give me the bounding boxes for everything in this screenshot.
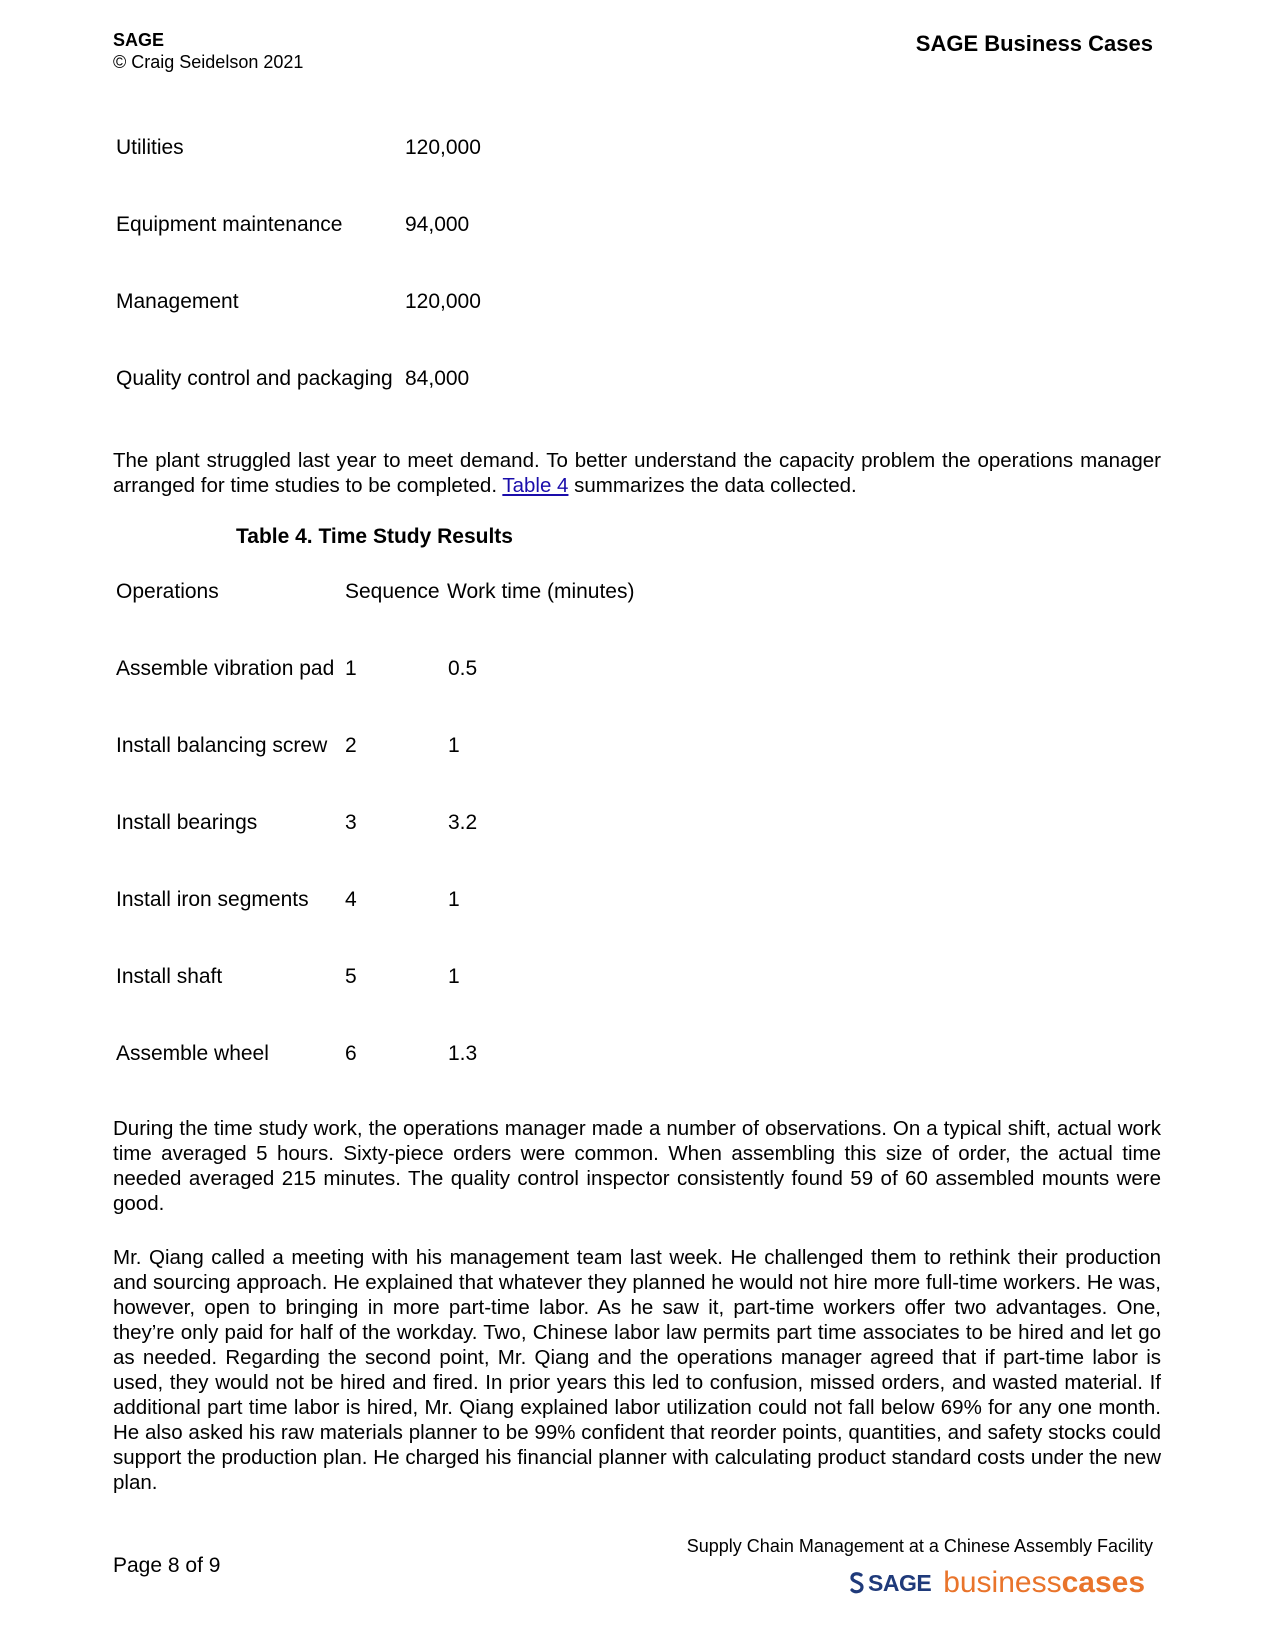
operation-cell: Install balancing screw	[116, 734, 328, 757]
logo-sage-text: SAGE	[868, 1569, 932, 1596]
header-series-title: SAGE Business Cases	[915, 31, 1153, 56]
table-4-link[interactable]: Table 4	[502, 474, 569, 497]
cost-label: Utilities	[116, 136, 184, 159]
cost-label: Equipment maintenance	[116, 213, 343, 236]
column-header-sequence: Sequence	[345, 580, 440, 603]
cost-amount: 84,000	[405, 367, 470, 390]
sequence-cell: 5	[345, 965, 357, 988]
header-brand: SAGE	[113, 30, 165, 50]
work-time-cell: 1	[448, 888, 460, 911]
table-4-caption: Table 4. Time Study Results	[236, 525, 513, 548]
footer-case-title: Supply Chain Management at a Chinese Assembly Facility	[686, 1536, 1153, 1556]
sequence-cell: 3	[345, 811, 357, 834]
paragraph-text: summarizes the data collected.	[568, 474, 857, 497]
sequence-cell: 4	[345, 888, 357, 911]
column-header-work-time: Work time (minutes)	[447, 580, 635, 603]
cost-amount: 94,000	[405, 213, 470, 236]
cost-label: Management	[116, 290, 239, 313]
work-time-cell: 1.3	[448, 1042, 478, 1065]
sage-business-cases-logo	[848, 1566, 1145, 1600]
sequence-cell: 6	[345, 1042, 357, 1065]
column-header-operations: Operations	[116, 580, 219, 603]
page-number: Page 8 of 9	[113, 1554, 221, 1577]
header-copyright: © Craig Seidelson 2021	[113, 52, 304, 72]
work-time-cell: 0.5	[448, 657, 478, 680]
logo-cases-text: cases	[1061, 1566, 1146, 1599]
sequence-cell: 1	[345, 657, 357, 680]
operation-cell: Install iron segments	[116, 888, 309, 911]
cost-amount: 120,000	[405, 290, 481, 313]
work-time-cell: 3.2	[448, 811, 478, 834]
operation-cell: Assemble wheel	[116, 1042, 269, 1065]
paragraph-meeting: Mr. Qiang called a meeting with his management team last week. He challenged them to rethink their production and sourcing approach. He explained that whatever they planned he would not hire more full-time workers. He was, however, open to bringing in more part-time labor. As he saw it, part-time workers offer two advantages. One, they’re only paid for half of the workday. Two, Chinese labor law permits part time associates to be hired and let go as needed. Regarding the second point, Mr. Qiang and the operations manager agreed that if part-time labor is used, they would not be hired and fired. In prior years this led to confusion, missed orders, and wasted material. If additional part time labor is hired, Mr. Qiang explained labor utilization could not fall below 69% for any one month. He also asked his raw materials planner to be 99% confident that reorder points, quantities, and safety stocks could support the production plan. He charged his financial planner with calculating product standard costs under the new plan.	[113, 1246, 1161, 1494]
logo-business-text: business	[943, 1566, 1062, 1599]
sequence-cell: 2	[345, 734, 357, 757]
paragraph-text: The plant struggled last year to meet demand. To better understand the capacity problem the operations manager arranged for time studies to be completed.	[113, 449, 1161, 497]
paragraph-observations: During the time study work, the operations manager made a number of observations. On a typical shift, actual work time averaged 5 hours. Sixty-piece orders were common. When assembling this size of order, the actual time needed averaged 215 minutes. The quality control inspector consistently found 59 of 60 assembled mounts were good.	[113, 1117, 1161, 1215]
operation-cell: Install bearings	[116, 811, 258, 834]
operation-cell: Assemble vibration pad	[116, 657, 335, 680]
sage-s-mark-icon	[848, 1571, 866, 1595]
cost-label: Quality control and packaging	[116, 367, 393, 390]
cost-amount: 120,000	[405, 136, 481, 159]
operation-cell: Install shaft	[116, 965, 223, 988]
work-time-cell: 1	[448, 965, 460, 988]
paragraph-capacity	[113, 448, 1161, 498]
work-time-cell: 1	[448, 734, 460, 757]
